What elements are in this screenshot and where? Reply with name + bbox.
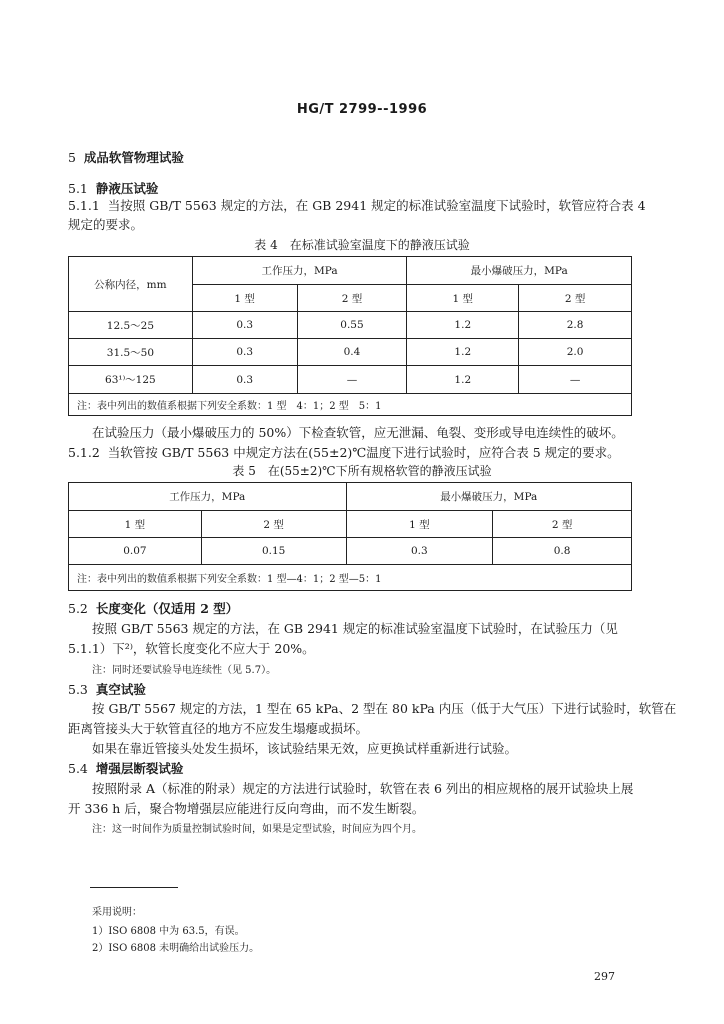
section-number: 5.2 [68, 601, 88, 616]
cell-working-type1: 0.3 [192, 339, 297, 366]
footnote-1: 1）ISO 6808 中为 63.5，有误。 [92, 926, 245, 937]
clause-number: 5.1.2 [68, 445, 100, 460]
section-title: 静液压试验 [95, 181, 159, 196]
cell-burst-type2: 2.8 [519, 312, 632, 339]
cell-burst-type1: 1.2 [407, 312, 519, 339]
clause-5-3-line2: 距离管接头大于软管直径的地方不应发生塌瘪或损坏。 [68, 721, 369, 736]
clause-5-1-1-line1 [68, 196, 646, 214]
clause-text: 当软管按 GB/T 5563 中规定方法在(55±2)℃温度下进行试验时，应符合表 5 规定的要求。 [107, 445, 620, 460]
clause-5-4-note: 注：这一时间作为质量控制试验时间，如果是定型试验，时间应为四个月。 [92, 824, 422, 835]
table-5 [68, 482, 632, 591]
subheader-burst-type1: 1 型 [407, 285, 519, 312]
header-working-pressure: 工作压力，MPa [69, 483, 347, 511]
section-5-heading [68, 148, 184, 166]
footnote-divider [90, 887, 178, 888]
subheader-working-type1: 1 型 [69, 511, 202, 538]
section-number: 5.4 [68, 761, 88, 776]
cell-working-type1: 0.3 [192, 366, 297, 394]
cell-working-type2: 0.55 [297, 312, 407, 339]
table-5-caption: 表 5 在(55±2)℃下所有规格软管的静液压试验 [232, 464, 492, 478]
header-nominal-bore: 公称内径，mm [69, 257, 193, 312]
cell-burst-type1: 1.2 [407, 339, 519, 366]
table-4-note: 注：表中列出的数值系根据下列安全系数：1 型 4：1；2 型 5：1 [69, 394, 632, 416]
section-number: 5.3 [68, 682, 88, 697]
table-row [69, 312, 632, 339]
table-row [69, 339, 632, 366]
section-title: 真空试验 [95, 682, 146, 697]
section-title: 增强层断裂试验 [95, 761, 184, 776]
cell-working-type1: 0.3 [192, 312, 297, 339]
clause-5-2-line2: 5.1.1）下²⁾，软管长度变化不应大于 20%。 [68, 641, 315, 656]
table-4 [68, 256, 632, 416]
cell-bore: 12.5～25 [69, 312, 193, 339]
subheader-burst-type2: 2 型 [519, 285, 632, 312]
subheader-working-type2: 2 型 [297, 285, 407, 312]
cell-working-type2: — [297, 366, 407, 394]
cell-burst-type1: 0.3 [346, 538, 493, 565]
subheader-working-type1: 1 型 [192, 285, 297, 312]
subheader-burst-type1: 1 型 [346, 511, 493, 538]
section-5-1-heading [68, 179, 158, 197]
cell-working-type2: 0.4 [297, 339, 407, 366]
header-working-pressure: 工作压力，MPa [192, 257, 407, 285]
table-4-followup-text: 在试验压力（最小爆破压力的 50%）下检查软管，应无泄漏、龟裂、变形或导电连续性的破坏。 [92, 425, 624, 440]
clause-5-2-line1: 按照 GB/T 5563 规定的方法，在 GB 2941 规定的标准试验室温度下试验时，在试验压力（见 [92, 621, 618, 636]
subheader-burst-type2: 2 型 [493, 511, 632, 538]
section-number: 5.1 [68, 181, 88, 196]
table-row [69, 366, 632, 394]
cell-burst-type2: 2.0 [519, 339, 632, 366]
footnote-2: 2）ISO 6808 未明确给出试验压力。 [92, 943, 260, 954]
header-burst-pressure: 最小爆破压力，MPa [407, 257, 632, 285]
cell-working-type1: 0.07 [69, 538, 202, 565]
page-number: 297 [594, 970, 615, 983]
section-number: 5 [68, 150, 76, 165]
table-row [69, 538, 632, 565]
cell-working-type2: 0.15 [201, 538, 346, 565]
cell-burst-type1: 1.2 [407, 366, 519, 394]
section-5-4-heading [68, 759, 183, 777]
cell-burst-type2: 0.8 [493, 538, 632, 565]
cell-bore: 63¹⁾～125 [69, 366, 193, 394]
section-title: 成品软管物理试验 [83, 150, 184, 165]
clause-5-4-line1: 按照附录 A（标准的附录）规定的方法进行试验时，软管在表 6 列出的相应规格的展开试验块上展 [92, 781, 634, 796]
clause-5-3-line1: 按 GB/T 5567 规定的方法，1 型在 65 kPa、2 型在 80 kPa 内压（低于大气压）下进行试验时，软管在 [92, 701, 677, 716]
clause-5-2-note: 注：同时还要试验导电连续性（见 5.7）。 [92, 665, 277, 676]
table-5-note: 注：表中列出的数值系根据下列安全系数：1 型—4：1；2 型—5：1 [69, 565, 632, 591]
footnote-title: 采用说明： [92, 907, 142, 918]
cell-burst-type2: — [519, 366, 632, 394]
clause-5-1-2 [68, 443, 620, 461]
clause-number: 5.1.1 [68, 198, 100, 213]
clause-5-3-line3: 如果在靠近管接头处发生损坏，该试验结果无效，应更换试样重新进行试验。 [92, 741, 518, 756]
cell-bore: 31.5～50 [69, 339, 193, 366]
section-5-3-heading [68, 680, 146, 698]
section-5-2-heading [68, 599, 238, 617]
running-header: HG/T 2799--1996 [296, 102, 428, 117]
section-title: 长度变化（仅适用 2 型） [95, 601, 239, 616]
clause-5-1-1-line2: 规定的要求。 [68, 217, 144, 232]
table-4-caption: 表 4 在标准试验室温度下的静液压试验 [254, 238, 470, 252]
subheader-working-type2: 2 型 [201, 511, 346, 538]
clause-5-4-line2: 开 336 h 后，聚合物增强层应能进行反向弯曲，而不发生断裂。 [68, 801, 425, 816]
clause-text: 当按照 GB/T 5563 规定的方法，在 GB 2941 规定的标准试验室温度下试验时，软管应符合表 4 [107, 198, 646, 213]
header-burst-pressure: 最小爆破压力，MPa [346, 483, 632, 511]
